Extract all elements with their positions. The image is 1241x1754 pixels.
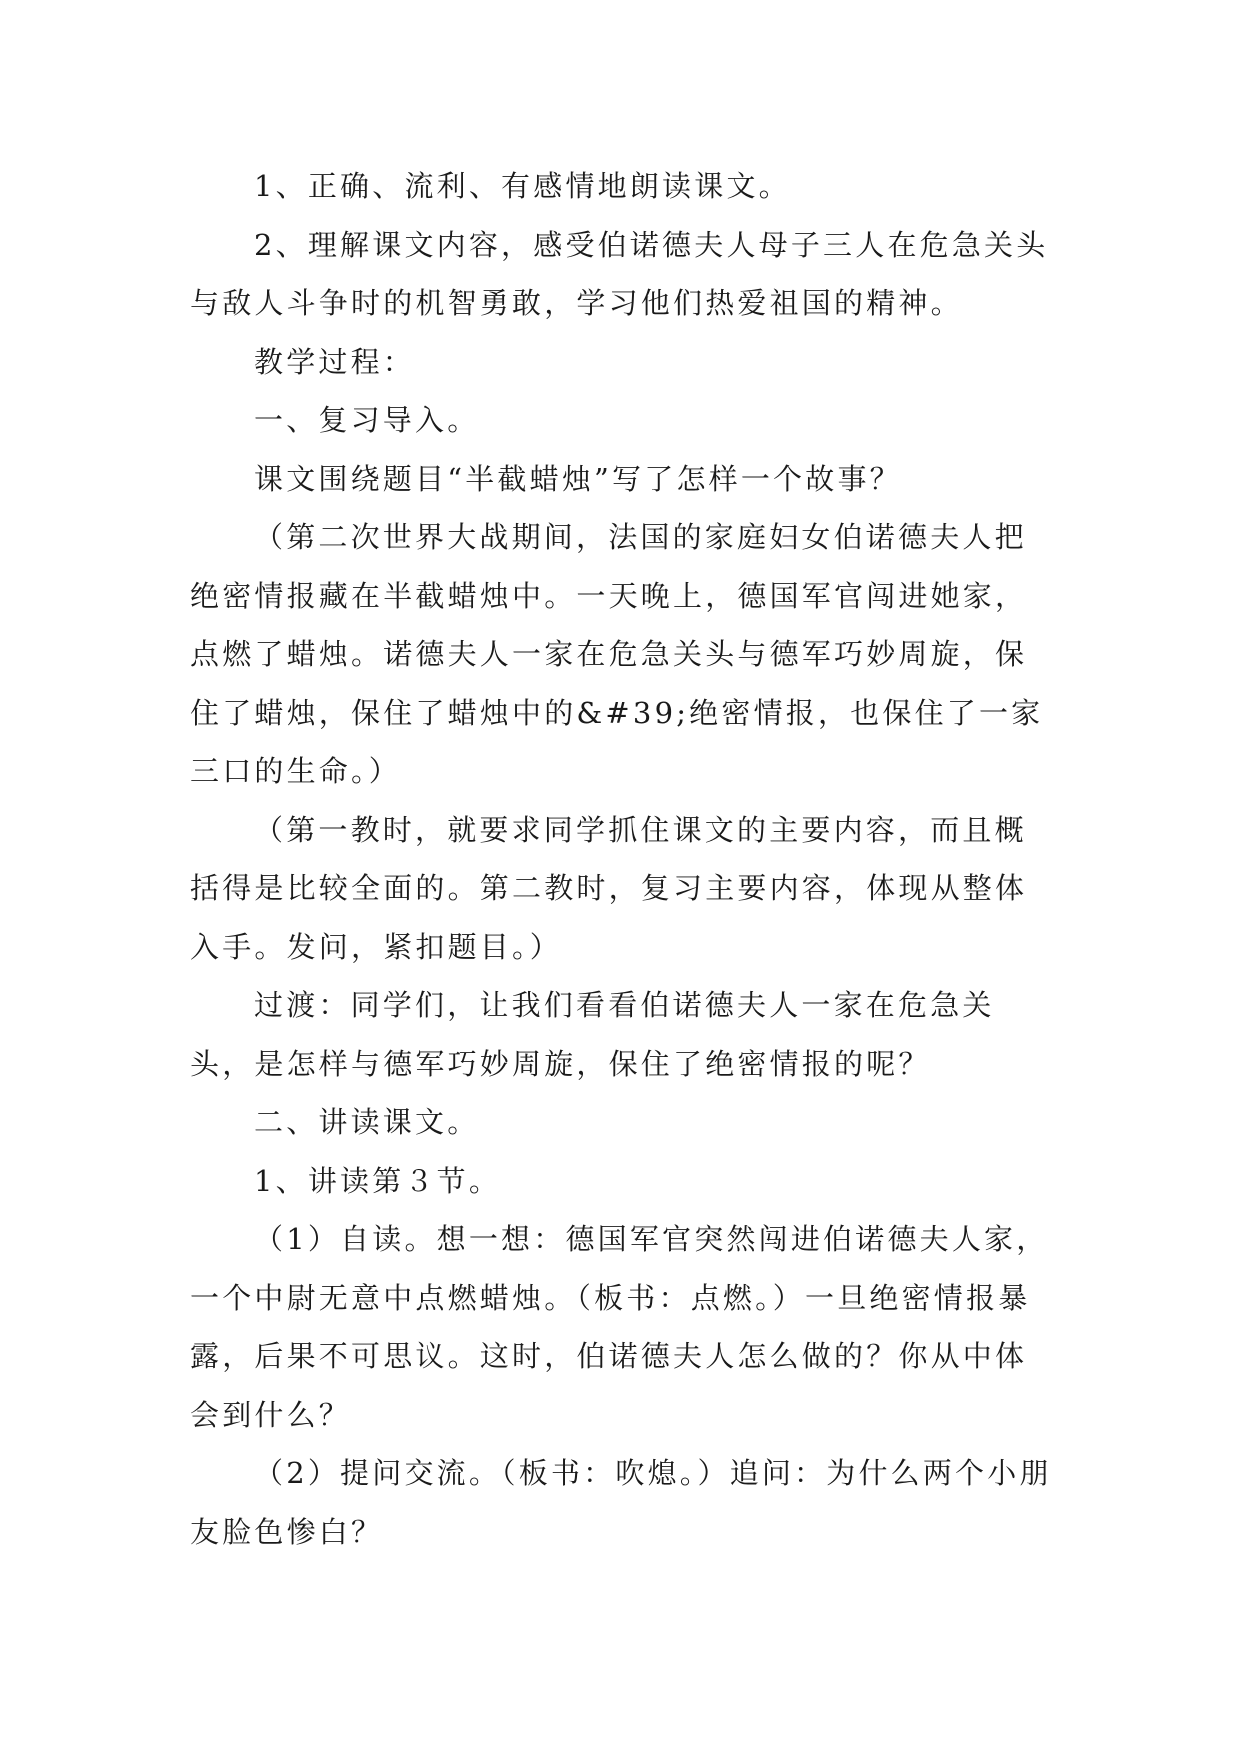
paragraph-lecture-part-1: 1、讲读第３节。 — [254, 1163, 502, 1198]
paragraph-objective-1: 1、正确、流利、有感情地朗读课文。 — [254, 169, 791, 203]
paragraph-self-reading: （1）自读。想一想：德国军官突然闯进伯诺德夫人家，一个中尉无意中点燃蜡烛。（板书：点燃。）一旦绝密情报暴露，后果不可思议。这时，伯诺德夫人怎么做的？你从中体会到什么？ — [190, 1222, 1049, 1432]
paragraph-objective-2: 2、理解课文内容，感受伯诺德夫人母子三人在危急关头与敌人斗争时的机智勇敢，学习他们热爱祖国的精神。 — [190, 227, 1049, 320]
document-body — [190, 157, 1052, 1561]
paragraph-teaching-process-heading: 教学过程： — [254, 344, 416, 379]
paragraph-section-lecture: 二、讲读课文。 — [254, 1105, 480, 1139]
paragraph-story-summary: （第二次世界大战期间，法国的家庭妇女伯诺德夫人把绝密情报藏在半截蜡烛中。一天晚上，德国军官闯进她家，点燃了蜡烛。诺德夫人一家在危急关头与德军巧妙周旋，保住了蜡烛，保住了蜡烛中的&#39;绝密情报，也保住了一家三口的生命。） — [190, 520, 1044, 788]
paragraph-teaching-note: （第一教时，就要求同学抓住课文的主要内容，而且概括得是比较全面的。第二教时，复习主要内容，体现从整体入手。发问，紧扣题目。） — [190, 812, 1028, 964]
paragraph-section-review: 一、复习导入。 — [254, 403, 480, 437]
paragraph-discussion: （2）提问交流。（板书：吹熄。）追问：为什么两个小朋友脸色惨白？ — [190, 1456, 1052, 1549]
paragraph-transition: 过渡：同学们，让我们看看伯诺德夫人一家在危急关头，是怎样与德军巧妙周旋，保住了绝密情报的呢？ — [190, 988, 995, 1081]
paragraph-question: 课文围绕题目“半截蜡烛”写了怎样一个故事？ — [254, 461, 902, 496]
